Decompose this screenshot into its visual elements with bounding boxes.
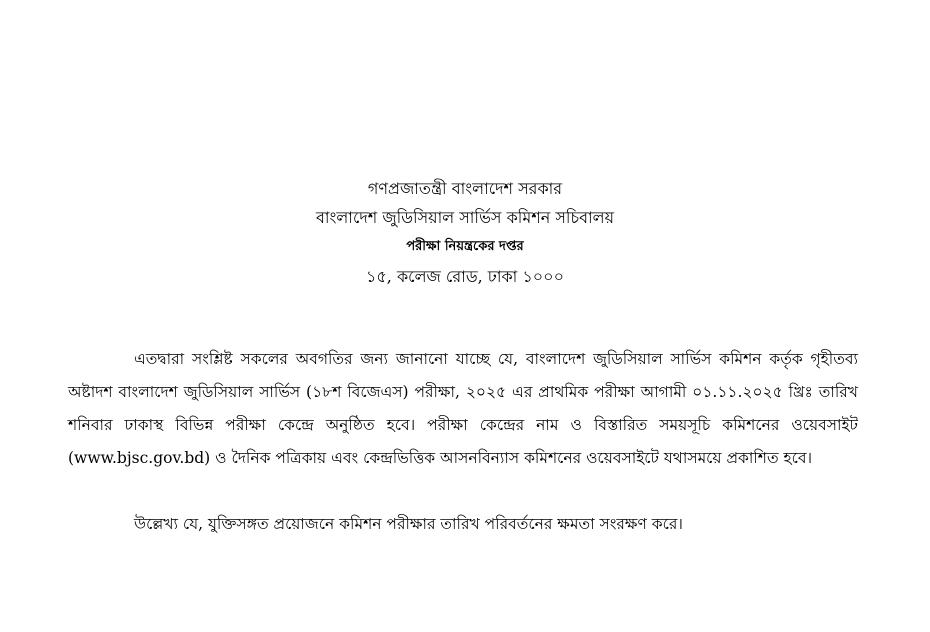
notice-body-paragraph: এতদ্বারা সংশ্লিষ্ট সকলের অবগতির জন্য জানানো যাচ্ছে যে, বাংলাদেশ জুডিসিয়াল সার্ভিস কমিশন কর্তৃক গৃহীতব্য অষ্টাদশ বাংলাদেশ জুডিসিয়াল সার্ভিস (১৮শ বিজেএস) পরীক্ষা, ২০২৫ এর প্রাথমিক পরীক্ষা আগামী ০১.১১.২০২৫ খ্রিঃ তারিখ শনিবার ঢাকাস্থ বিভিন্ন পরীক্ষা কেন্দ্রে অনুষ্ঠিত হবে। পরীক্ষা কেন্দ্রের নাম ও বিস্তারিত সময়সূচি কমিশনের ওয়েবসাইট (www.bjsc.gov.bd) ও দৈনিক পত্রিকায় এবং কেন্দ্রভিত্তিক আসনবিন্যাস কমিশনের ওয়েবসাইটে যথাসময়ে প্রকাশিত হবে। — [68, 350, 858, 467]
secretariat-title: বাংলাদেশ জুডিসিয়াল সার্ভিস কমিশন সচিবালয় — [315, 208, 615, 227]
office-title: পরীক্ষা নিয়ন্ত্রকের দপ্তর — [406, 239, 524, 254]
letterhead — [0, 176, 930, 294]
notice-note-paragraph: উল্লেখ্য যে, যুক্তিসঙ্গত প্রয়োজনে কমিশন পরীক্ষার তারিখ পরিবর্তনের ক্ষমতা সংরক্ষণ করে। — [134, 515, 683, 533]
office-address: ১৫, কলেজ রোড, ঢাকা ১০০০ — [366, 267, 564, 286]
government-title: গণপ্রজাতন্ত্রী বাংলাদেশ সরকার — [367, 179, 563, 198]
